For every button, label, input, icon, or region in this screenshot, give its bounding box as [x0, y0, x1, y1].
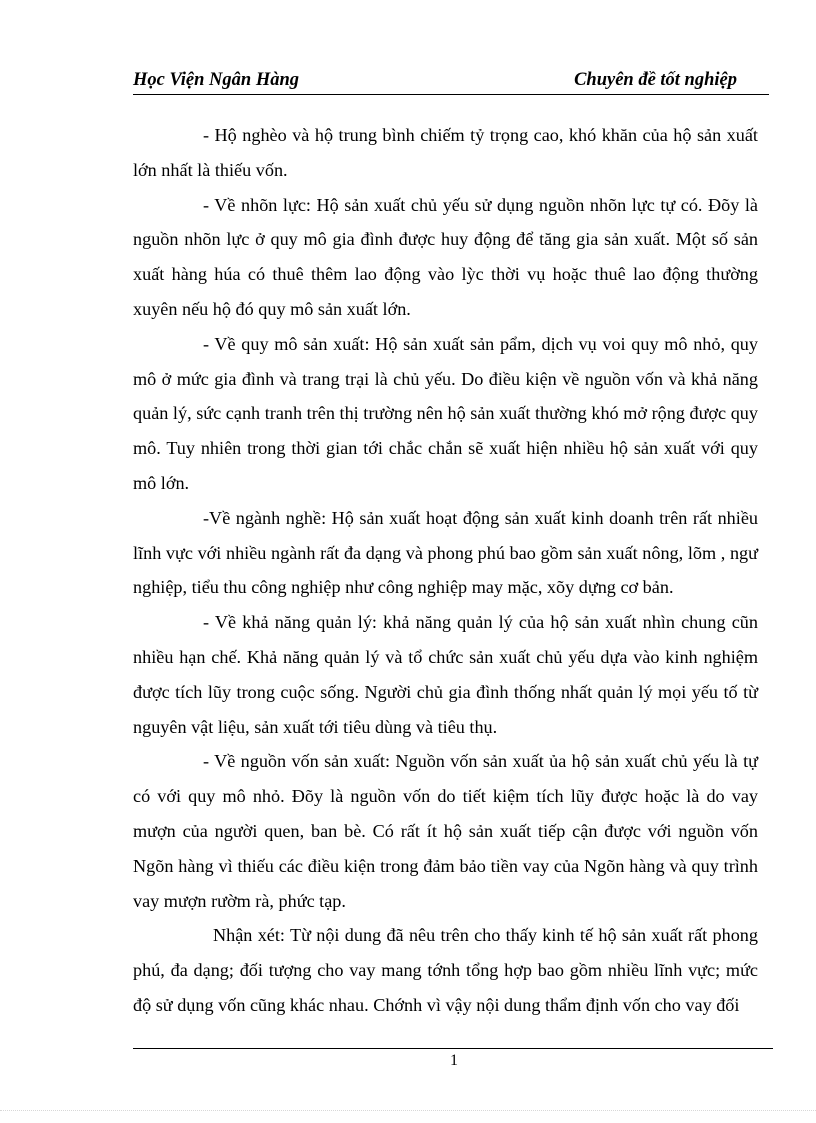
paragraph-management: - Về khả năng quản lý: khả năng quản lý của hộ sản xuất nhìn chung cũn nhiều hạn chế. Khả năng quản lý và tổ chức sản xuất chủ yếu dựa vào kinh nghiệm được tích lũy trong cuộc sống. Người chủ gia đình thống nhất quản lý mọi yếu tố từ nguyên vật liệu, sản xuất tới tiêu dùng và tiêu thụ.: [133, 612, 758, 737]
paragraph-industries: -Về ngành nghề: Hộ sản xuất hoạt động sản xuất kinh doanh trên rất nhiều lĩnh vực với nhiều ngành rất đa dạng và phong phú bao gồm sản xuất nông, lõm , ngư nghiệp, tiểu thu công nghiệp như công nghiệp may mặc, xõy dựng cơ bản.: [133, 507, 758, 598]
footer-divider: [133, 1048, 773, 1049]
paragraph-remarks: Nhận xét: Từ nội dung đã nêu trên cho thấy kinh tế hộ sản xuất rất phong phú, đa dạng; đối tượng cho vay mang tớnh tổng hợp bao gồm nhiều lĩnh vực; mức độ sử dụng vốn cũng khác nhau. Chớnh vì vậy nội dung thẩm định vốn cho vay đối: [133, 925, 758, 1015]
page-number: 1: [450, 1052, 458, 1069]
paragraph-capital: - Về nguồn vốn sản xuất: Nguồn vốn sản xuất ủa hộ sản xuất chủ yếu là tự có với quy mô nhỏ. Đõy là nguồn vốn do tiết kiệm tích lũy được hoặc là do vay mượn của người quen, ban bè. Có rất ít hộ sản xuất tiếp cận được với nguồn vốn Ngõn hàng vì thiếu các điều kiện trong đảm bảo tiền vay của Ngõn hàng và quy trình vay mượn rườm rà, phức tạp.: [133, 751, 758, 911]
paragraph-production-scale: - Về quy mô sản xuất: Hộ sản xuất sản pẩm, dịch vụ voi quy mô nhỏ, quy mô ở mức gia đình và trang trại là chủ yếu. Do điều kiện về nguồn vốn và khả năng quản lý, sức cạnh tranh trên thị trường nên hộ sản xuất thường khó mở rộng được quy mô. Tuy nhiên trong thời gian tới chắc chắn sẽ xuất hiện nhiều hộ sản xuất với quy mô lớn.: [133, 333, 758, 493]
page-bottom-border: [0, 1110, 816, 1111]
paragraph-poor-households: - Hộ nghèo và hộ trung bình chiếm tỷ trọng cao, khó khăn của hộ sản xuất lớn nhất là thiếu vốn.: [133, 125, 758, 180]
header-document-type: Chuyên đề tốt nghiệp: [574, 70, 737, 90]
body-text: [133, 118, 758, 1023]
header-institution: Học Viện Ngân Hàng: [133, 70, 300, 90]
paragraph-labor: - Về nhõn lực: Hộ sản xuất chủ yếu sử dụng nguồn nhõn lực tự có. Đõy là nguồn nhõn lực ở quy mô gia đình được huy động để tăng gia sản xuất. Một số sản xuất hàng húa có thuê thêm lao động vào lỳc thời vụ hoặc thuê lao động thường xuyên nếu hộ đó quy mô sản xuất lớn.: [133, 194, 758, 319]
page-header: [133, 68, 769, 95]
